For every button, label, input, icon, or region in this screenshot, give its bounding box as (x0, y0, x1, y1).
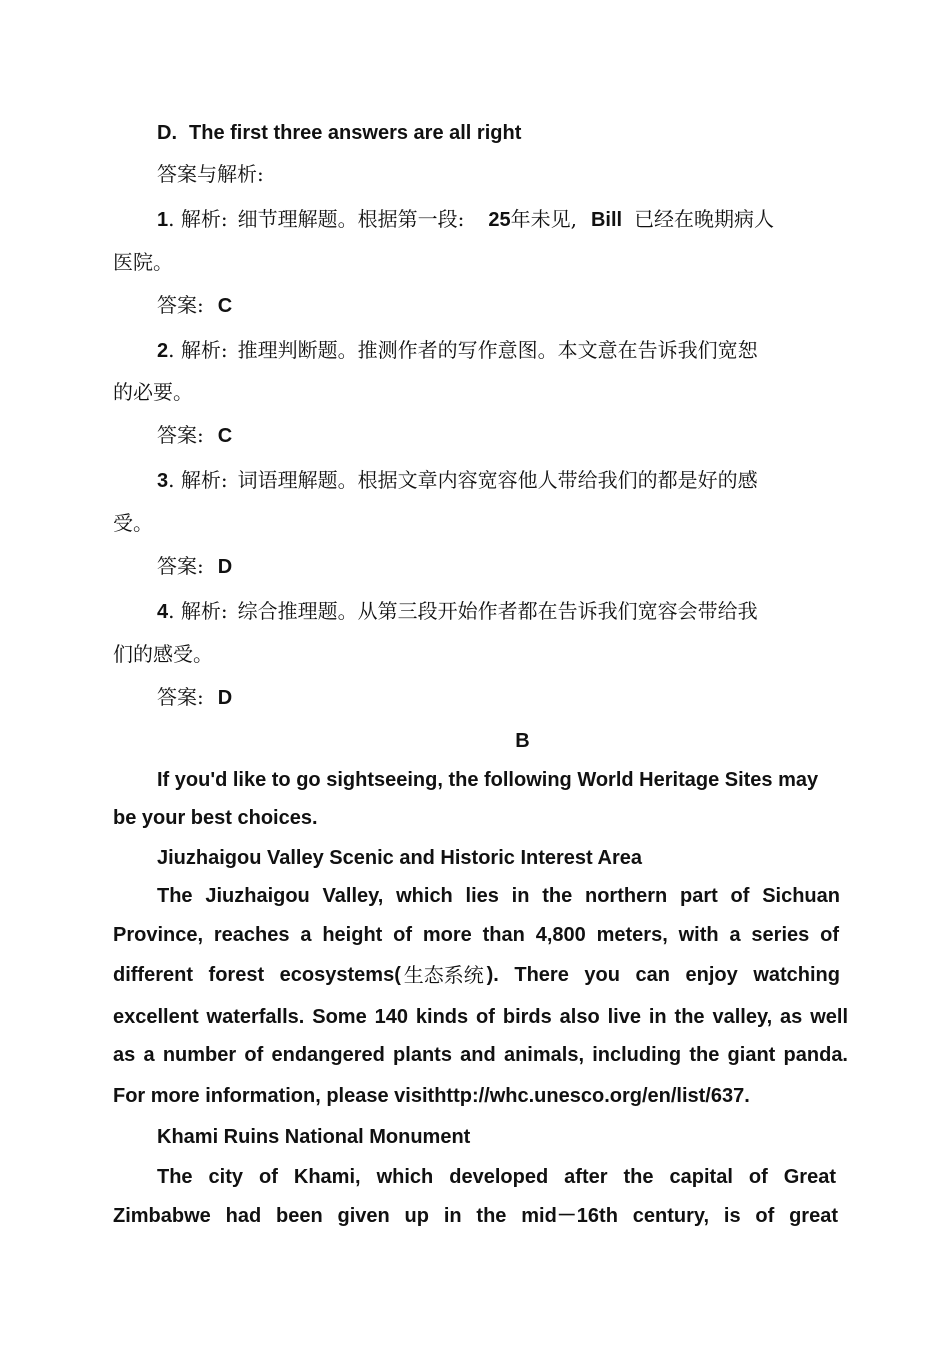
item-text: 推理判断题。推测作者的写作意图。本文意在告诉我们宽恕 (237, 338, 758, 362)
intro-line-2: be your best choices. (113, 807, 318, 829)
option-sep: . (171, 122, 178, 144)
item-label: . 解析: (168, 338, 228, 362)
section-heading: B (515, 730, 530, 752)
explanation-3-cont: 受。 (113, 511, 153, 535)
item-text: 细节理解题。根据第一段: (237, 207, 465, 231)
site2-title: Khami Ruins National Monument (157, 1126, 471, 1148)
answer-3 (157, 553, 232, 580)
item-name: Bill (590, 209, 623, 231)
item-label: . 解析: (168, 468, 228, 492)
explanation-3 (157, 467, 758, 494)
answer-label: 答案: (157, 685, 204, 709)
answer-label: 答案: (157, 554, 204, 578)
line3-cn: 生态系统 (403, 963, 484, 987)
explanation-2 (157, 337, 758, 364)
answer-label: 答案: (157, 293, 204, 317)
item-number: 3 (157, 470, 169, 492)
answer-1 (157, 292, 232, 319)
site1-url[interactable]: http://whc.unesco.org/en/list/637. (434, 1085, 750, 1107)
site1-line-6 (113, 1083, 750, 1109)
answer-value: C (217, 295, 233, 317)
item-label: . 解析: (168, 599, 228, 623)
answer-value: D (217, 687, 233, 709)
item-number: 1 (157, 209, 169, 231)
line6-text: For more information, please visit (113, 1085, 435, 1107)
answer-value: D (217, 556, 233, 578)
option-d (157, 120, 521, 146)
site2-line-1: The city of Khami, which developed after the capital of Great (157, 1166, 836, 1188)
option-letter: D (157, 122, 172, 144)
item-number: 4 (157, 601, 169, 623)
item-label: . 解析: (168, 207, 228, 231)
line3-b: ). There you can enjoy watching (486, 964, 840, 986)
explanation-4-cont: 们的感受。 (113, 642, 213, 666)
answer-heading: 答案与解析: (157, 162, 264, 186)
site2-line-2: Zimbabwe had been given up in the mid－16th century, is of great (113, 1205, 838, 1227)
explanation-2-cont: 的必要。 (113, 380, 193, 404)
item-text: 词语理解题。根据文章内容宽容他人带给我们的都是好的感 (237, 468, 758, 492)
answer-value: C (217, 425, 233, 447)
site1-line-1: The Jiuzhaigou Valley, which lies in the northern part of Sichuan (157, 885, 840, 907)
answer-2 (157, 422, 232, 449)
site1-line-5: as a number of endangered plants and animals, including the giant panda. (113, 1044, 848, 1066)
site1-line-3 (113, 962, 840, 988)
explanation-1 (157, 206, 774, 233)
intro-line-1: If you'd like to go sightseeing, the following World Heritage Sites may (157, 769, 819, 791)
site1-title: Jiuzhaigou Valley Scenic and Historic Interest Area (157, 847, 642, 869)
site1-line-4: excellent waterfalls. Some 140 kinds of birds also live in the valley, as well (113, 1006, 848, 1028)
answer-label: 答案: (157, 423, 204, 447)
line3-a: different forest ecosystems( (113, 964, 401, 986)
answer-4 (157, 684, 232, 711)
item-text: 综合推理题。从第三段开始作者都在告诉我们宽容会带给我 (237, 599, 758, 623)
item-text: 已经在晚期病人 (634, 207, 775, 231)
option-text: The first three answers are all right (189, 122, 522, 144)
site1-line-2: Province, reaches a height of more than 4,800 meters, with a series of (113, 924, 839, 946)
explanation-1-cont: 医院。 (113, 250, 173, 274)
explanation-4 (157, 598, 758, 625)
item-number-inline: 25 (488, 209, 511, 231)
item-number: 2 (157, 340, 169, 362)
item-text: 年未见, (510, 207, 577, 231)
